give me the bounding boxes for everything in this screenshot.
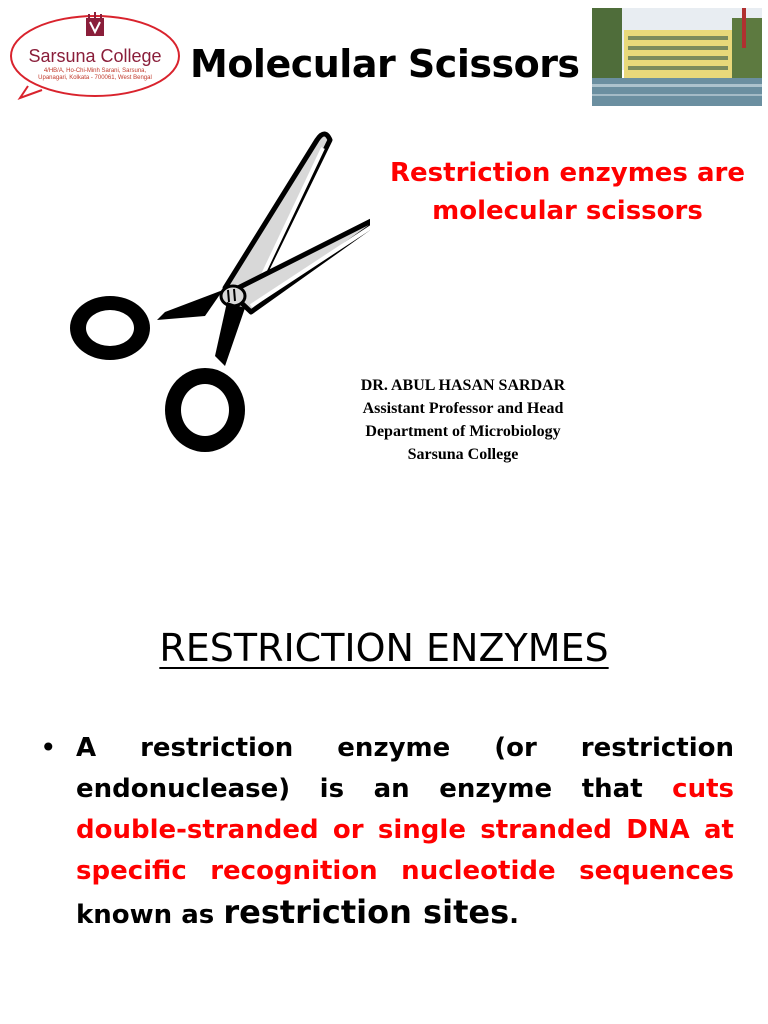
bullet-restriction-sites: restriction sites xyxy=(223,893,510,931)
author-institution: Sarsuna College xyxy=(407,446,519,463)
heading-text: RESTRICTION ENZYMES xyxy=(159,626,609,670)
subtitle-line-1: Restriction enzymes are xyxy=(390,158,745,188)
bullet-period: . xyxy=(509,900,519,930)
college-logo xyxy=(8,8,182,100)
author-department: Department of Microbiology xyxy=(365,423,561,440)
content-slide xyxy=(0,560,768,1024)
author-name: DR. ABUL HASAN SARDAR xyxy=(360,377,566,394)
slide-title: Molecular Scissors xyxy=(190,42,580,86)
slide-subtitle xyxy=(370,154,765,230)
bullet-highlight: cuts double-stranded or single stranded DNA at specific recognition nucleotide sequences xyxy=(76,774,734,886)
author-position: Assistant Professor and Head xyxy=(362,400,564,417)
college-building-photo xyxy=(592,8,762,106)
bullet-part-3: known as xyxy=(76,900,224,930)
bullet-part-1: A restriction enzyme (or restriction endonuclease) is an enzyme that xyxy=(76,733,734,804)
bullet-text xyxy=(76,728,734,936)
logo-address: 4/HB/A, Ho-Chi-Minh Sarani, Sarsuna, Upanagari, Kolkata - 700061, West Bengal xyxy=(38,68,152,81)
slide-heading xyxy=(0,626,768,670)
author-block xyxy=(300,374,626,466)
subtitle-line-2: molecular scissors xyxy=(432,196,703,226)
logo-college-name: Sarsuna College xyxy=(28,46,162,66)
bullet-dot-icon: • xyxy=(40,731,57,764)
